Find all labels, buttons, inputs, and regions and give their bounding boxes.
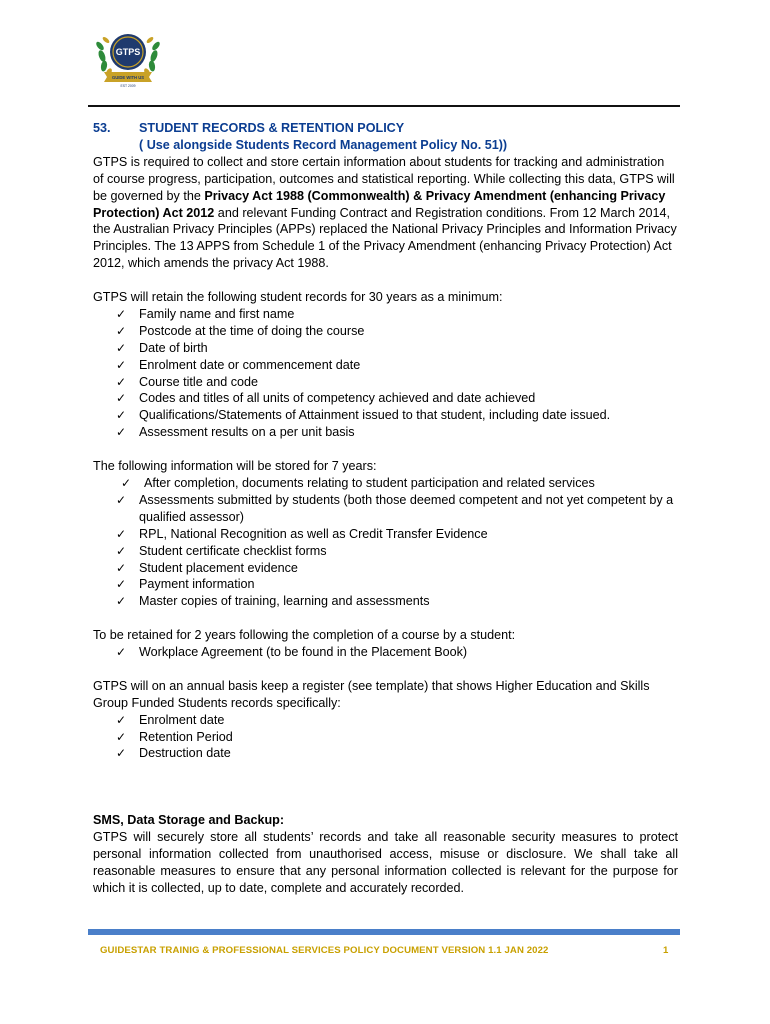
header-rule — [88, 105, 680, 107]
retention-2-intro: To be retained for 2 years following the completion of a course by a student: — [93, 628, 516, 643]
list-item: ✓ Date of birth — [116, 340, 678, 357]
intro-paragraph: GTPS is required to collect and store certain information about students for tracking and administration of course progress, participation, outcomes and statistical reporting. While collecting this data, GTPS will be governed by the Privacy Act 1988 (Commonwealth) & Privacy Amendment (enhancing Privacy Protection) Act 2012 and relevant Funding Contract and Registration conditions. From 12 March 2014, the Australian Privacy Principles (APPs) replaced the National Privacy Principles and Information Privacy Principles. The 13 APPS from Schedule 1 of the Privacy Amendment (enhancing Privacy Protection) Act 2012, which amends the privacy Act 1988. — [93, 154, 677, 271]
register-intro: GTPS will on an annual basis keep a register (see template) that shows Higher Education and Skills Group Funded Students records specifically: — [93, 678, 650, 710]
logo-text: GTPS — [115, 47, 141, 57]
list-item: ✓ Codes and titles of all units of competency achieved and date achieved — [116, 390, 678, 407]
retention-2-list — [93, 644, 678, 661]
list-item: ✓ Enrolment date or commencement date — [116, 357, 678, 374]
list-item: ✓ Assessments submitted by students (both those deemed competent and not yet competent by a qualified assessor) — [116, 492, 678, 526]
list-item: ✓ Qualifications/Statements of Attainment issued to that student, including date issued. — [116, 407, 678, 424]
footer-text: GUIDESTAR TRAINIG & PROFESSIONAL SERVICES POLICY DOCUMENT VERSION 1.1 JAN 2022 — [100, 945, 549, 956]
footer-bar — [88, 929, 680, 935]
section-title: STUDENT RECORDS & RETENTION POLICY — [139, 121, 405, 135]
retention-30-list — [93, 306, 678, 441]
retention-7-intro: The following information will be stored for 7 years: — [93, 459, 377, 474]
section-subtitle: ( Use alongside Students Record Management Policy No. 51)) — [139, 137, 508, 152]
list-item: ✓ Workplace Agreement (to be found in the Placement Book) — [116, 644, 678, 661]
list-item: ✓ Student certificate checklist forms — [116, 543, 678, 560]
list-item: ✓ Retention Period — [116, 729, 678, 746]
sms-heading: SMS, Data Storage and Backup: — [93, 813, 285, 828]
register-list — [93, 712, 678, 763]
list-item: ✓ Family name and first name — [116, 306, 678, 323]
list-item: ✓ After completion, documents relating to student participation and related services — [116, 475, 678, 492]
document-content — [93, 120, 678, 897]
retention-30-intro: GTPS will retain the following student records for 30 years as a minimum: — [93, 290, 503, 305]
logo-sub: EST 2009 — [120, 84, 136, 88]
list-item: ✓ Payment information — [116, 576, 678, 593]
logo-banner: GUIDE WITH US — [111, 75, 145, 81]
retention-7-list — [93, 475, 678, 610]
list-item: ✓ RPL, National Recognition as well as Credit Transfer Evidence — [116, 526, 678, 543]
section-heading — [93, 120, 678, 137]
list-item: ✓ Destruction date — [116, 745, 678, 762]
list-item: ✓ Student placement evidence — [116, 560, 678, 577]
list-item: ✓ Course title and code — [116, 374, 678, 391]
gtps-logo-icon — [94, 26, 162, 88]
list-item: ✓ Master copies of training, learning and assessments — [116, 593, 678, 610]
page-number: 1 — [663, 945, 669, 956]
section-number: 53. — [93, 121, 111, 135]
privacy-act-reference: Privacy Act 1988 (Commonwealth) & Privacy Amendment (enhancing Privacy Protection) Act 2012 — [93, 188, 666, 220]
list-item: ✓ Enrolment date — [116, 712, 678, 729]
list-item: ✓ Assessment results on a per unit basis — [116, 424, 678, 441]
list-item: ✓ Postcode at the time of doing the course — [116, 323, 678, 340]
sms-paragraph: GTPS will securely store all students’ records and take all reasonable security measures to protect personal information collected from unauthorised access, misuse or disclosure. We shall take all reasonable measures to ensure that any personal information collected is relevant for the purpose for which it is collected, up to date, complete and accurately recorded. — [93, 830, 678, 895]
